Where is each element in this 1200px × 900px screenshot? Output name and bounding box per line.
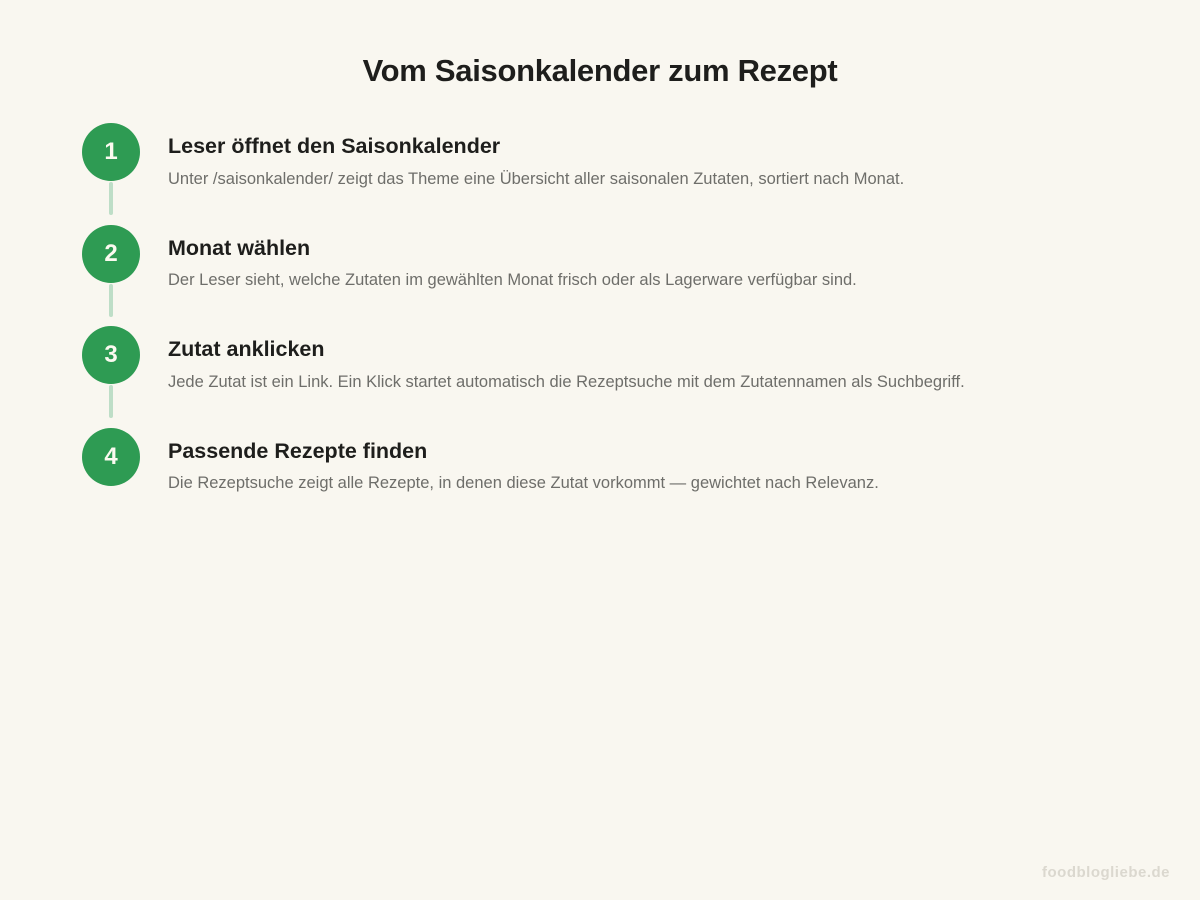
- step-description: Die Rezeptsuche zeigt alle Rezepte, in denen diese Zutat vorkommt — gewichtet nach Relevanz.: [168, 474, 879, 493]
- step-badge-column: [82, 428, 140, 486]
- step-number-badge: 2: [82, 225, 140, 283]
- step-description: Der Leser sieht, welche Zutaten im gewählten Monat frisch oder als Lagerware verfügbar sind.: [168, 271, 857, 290]
- step-description: Unter /saisonkalender/ zeigt das Theme eine Übersicht aller saisonalen Zutaten, sortiert nach Monat.: [168, 169, 905, 188]
- page-title: Vom Saisonkalender zum Rezept: [362, 53, 838, 88]
- step-badge-column: [82, 326, 140, 418]
- step-title: Zutat anklicken: [168, 337, 325, 361]
- step-title: Monat wählen: [168, 235, 311, 260]
- step-item-4: [82, 428, 1160, 530]
- step-text-block: [140, 123, 904, 190]
- step-badge-column: [82, 225, 140, 317]
- step-title: Leser öffnet den Saisonkalender: [168, 134, 501, 158]
- step-item-3: [82, 326, 1160, 428]
- site-watermark: foodblogliebe.de: [1042, 864, 1170, 881]
- step-text-block: [140, 225, 857, 292]
- step-number-badge: 3: [82, 326, 140, 384]
- step-title: Passende Rezepte finden: [168, 438, 428, 463]
- step-text-block: [140, 326, 965, 393]
- step-badge-column: [82, 123, 140, 215]
- step-item-2: [82, 225, 1160, 327]
- step-text-block: [140, 428, 879, 495]
- step-description: Jede Zutat ist ein Link. Ein Klick startet automatisch die Rezeptsuche mit dem Zutatennamen als Suchbegriff.: [168, 372, 965, 391]
- step-number-badge: 1: [82, 123, 140, 181]
- step-number-badge: 4: [82, 428, 140, 486]
- step-item-1: [82, 123, 1160, 225]
- step-list: [82, 123, 1160, 529]
